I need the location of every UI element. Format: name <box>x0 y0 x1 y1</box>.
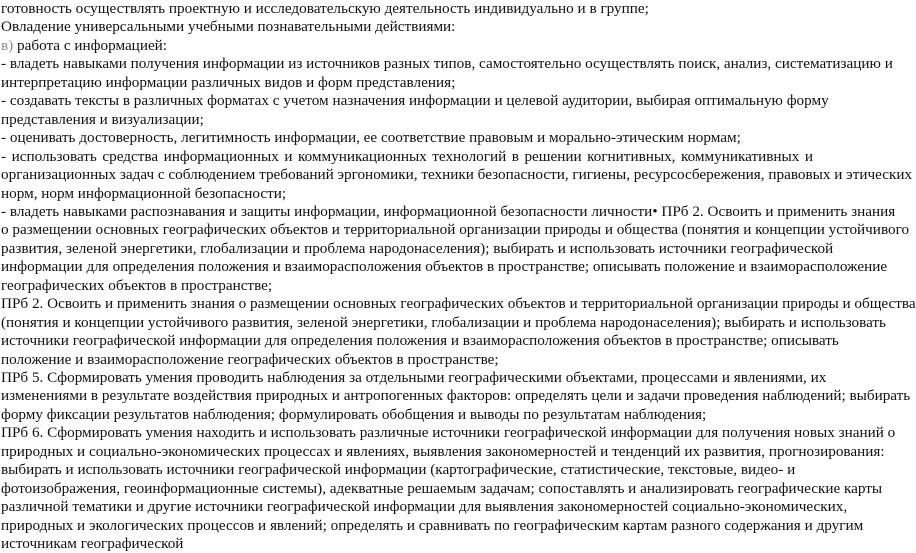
text-line <box>1 91 829 110</box>
text-span: развития, зеленой энергетики, глобализации и проблема народонаселения); выбирать и использовать источники географической <box>1 239 834 257</box>
text-line <box>1 147 813 166</box>
text-line <box>1 442 885 461</box>
text-span: представления и визуализации; <box>1 110 204 128</box>
text-line <box>1 257 888 276</box>
text-span: выбирать и использовать источники географической информации (картографические, статистические, текстовые, видео- и <box>1 461 796 479</box>
text-line <box>1 54 893 73</box>
text-span: ПРб 2. Освоить и применить знания <box>657 202 896 220</box>
text-span: географических объектов в пространстве; <box>1 276 273 294</box>
text-line <box>1 73 813 92</box>
text-span: ПРб 6. Сформировать умения находить и использовать различные источники географической информации для получения новых знаний о <box>1 424 896 442</box>
text-line <box>1 184 813 203</box>
text-span: готовность осуществлять проектную и исследовательскую деятельность индивидуально и в группе; <box>1 0 649 17</box>
text-line <box>1 479 883 498</box>
text-line <box>1 17 813 36</box>
text-span: информации для определения положения и взаиморасположения объектов в пространстве; описывать положение и взаиморасположение <box>1 258 888 276</box>
text-span: - владеть навыками распознавания и защиты информации, информационной безопасности личности <box>1 202 653 220</box>
text-line <box>1 423 896 442</box>
text-line <box>1 220 910 239</box>
text-line <box>1 0 813 18</box>
text-line <box>1 294 916 313</box>
list-marker: в) <box>1 36 14 54</box>
text-span: интерпретацию информации различных видов и форм представления; <box>1 73 456 91</box>
text-span: фотоизображения, геоинформационные системы), адекватные решаемым задачам; сопоставлять и анализировать географические карты <box>1 479 883 497</box>
text-span: природных и экологических процессов и явлений; определять и сравнивать по географическим картам разного содержания и другим <box>1 516 864 534</box>
text-span: форму фиксации результатов наблюдения; формулировать обобщения и выводы по результатам наблюдения; <box>1 405 707 423</box>
text-line <box>1 405 813 424</box>
text-line <box>1 36 813 55</box>
text-span: ПРб 2. Освоить и применить знания о размещении основных географических объектов и территориальной организации природы и общества <box>1 295 916 313</box>
text-line <box>1 110 813 129</box>
text-line <box>1 534 813 553</box>
text-span: Овладение универсальными учебными познавательными действиями: <box>1 18 456 36</box>
text-span: организационных задач с соблюдением требований эргономики, техники безопасности, гигиены, ресурсосбережения, правовых и этических <box>1 166 913 184</box>
text-span: норм, норм информационной безопасности; <box>1 184 287 202</box>
text-line <box>1 331 839 350</box>
text-line <box>1 460 813 479</box>
text-span: ПРб 5. Сформировать умения проводить наблюдения за отдельными географическими объектами, процессами и явлениями, их <box>1 369 827 386</box>
text-line <box>1 386 911 405</box>
text-line <box>1 276 813 295</box>
text-span: положение и взаиморасположение географических объектов в пространстве; <box>1 350 499 368</box>
bullet-icon: • <box>652 203 658 220</box>
text-span: - владеть навыками получения информации из источников разных типов, самостоятельно осуществлять поиск, анализ, систематизацию и <box>1 55 893 73</box>
text-span: различной тематики и другие источники географической информации для выявления закономерностей социально-экономических, <box>1 498 848 516</box>
text-span: - использовать средства информационных и коммуникационных технологий в решении когнитивных, коммуникативных и <box>1 147 813 165</box>
text-span: - оценивать достоверность, легитимность информации, ее соответствие правовым и морально-этическим нормам; <box>1 129 741 147</box>
text-line <box>1 202 896 221</box>
text-line <box>1 516 864 535</box>
text-span: - создавать тексты в различных форматах с учетом назначения информации и целевой аудитории, выбирая оптимальную форму <box>1 92 829 110</box>
text-line <box>1 128 813 147</box>
text-line <box>1 350 813 369</box>
text-span: изменениями в результате воздействия природных и антропогенных факторов: определять цели и задачи проведения наблюдений; выбирать <box>1 387 911 405</box>
text-span: работа с информацией: <box>13 36 168 54</box>
text-line <box>1 239 834 258</box>
text-span: природных и социально-экономических процессах и явлениях, выявления закономерностей и тенденций их развития, прогнозирования: <box>1 442 885 460</box>
text-line <box>1 165 913 184</box>
text-line <box>1 368 827 387</box>
text-span: источники географической информации для определения положения и взаиморасположения объектов в пространстве; описывать <box>1 332 839 350</box>
text-line <box>1 313 886 332</box>
text-span: о размещении основных географических объектов и территориальной организации природы и общества (понятия и концепции устойчивого <box>1 221 910 239</box>
text-span: источникам географической <box>1 535 184 553</box>
text-line <box>1 497 848 516</box>
text-span: (понятия и концепции устойчивого развития, зеленой энергетики, глобализации и проблема народонаселения); выбирать и использовать <box>1 313 886 331</box>
